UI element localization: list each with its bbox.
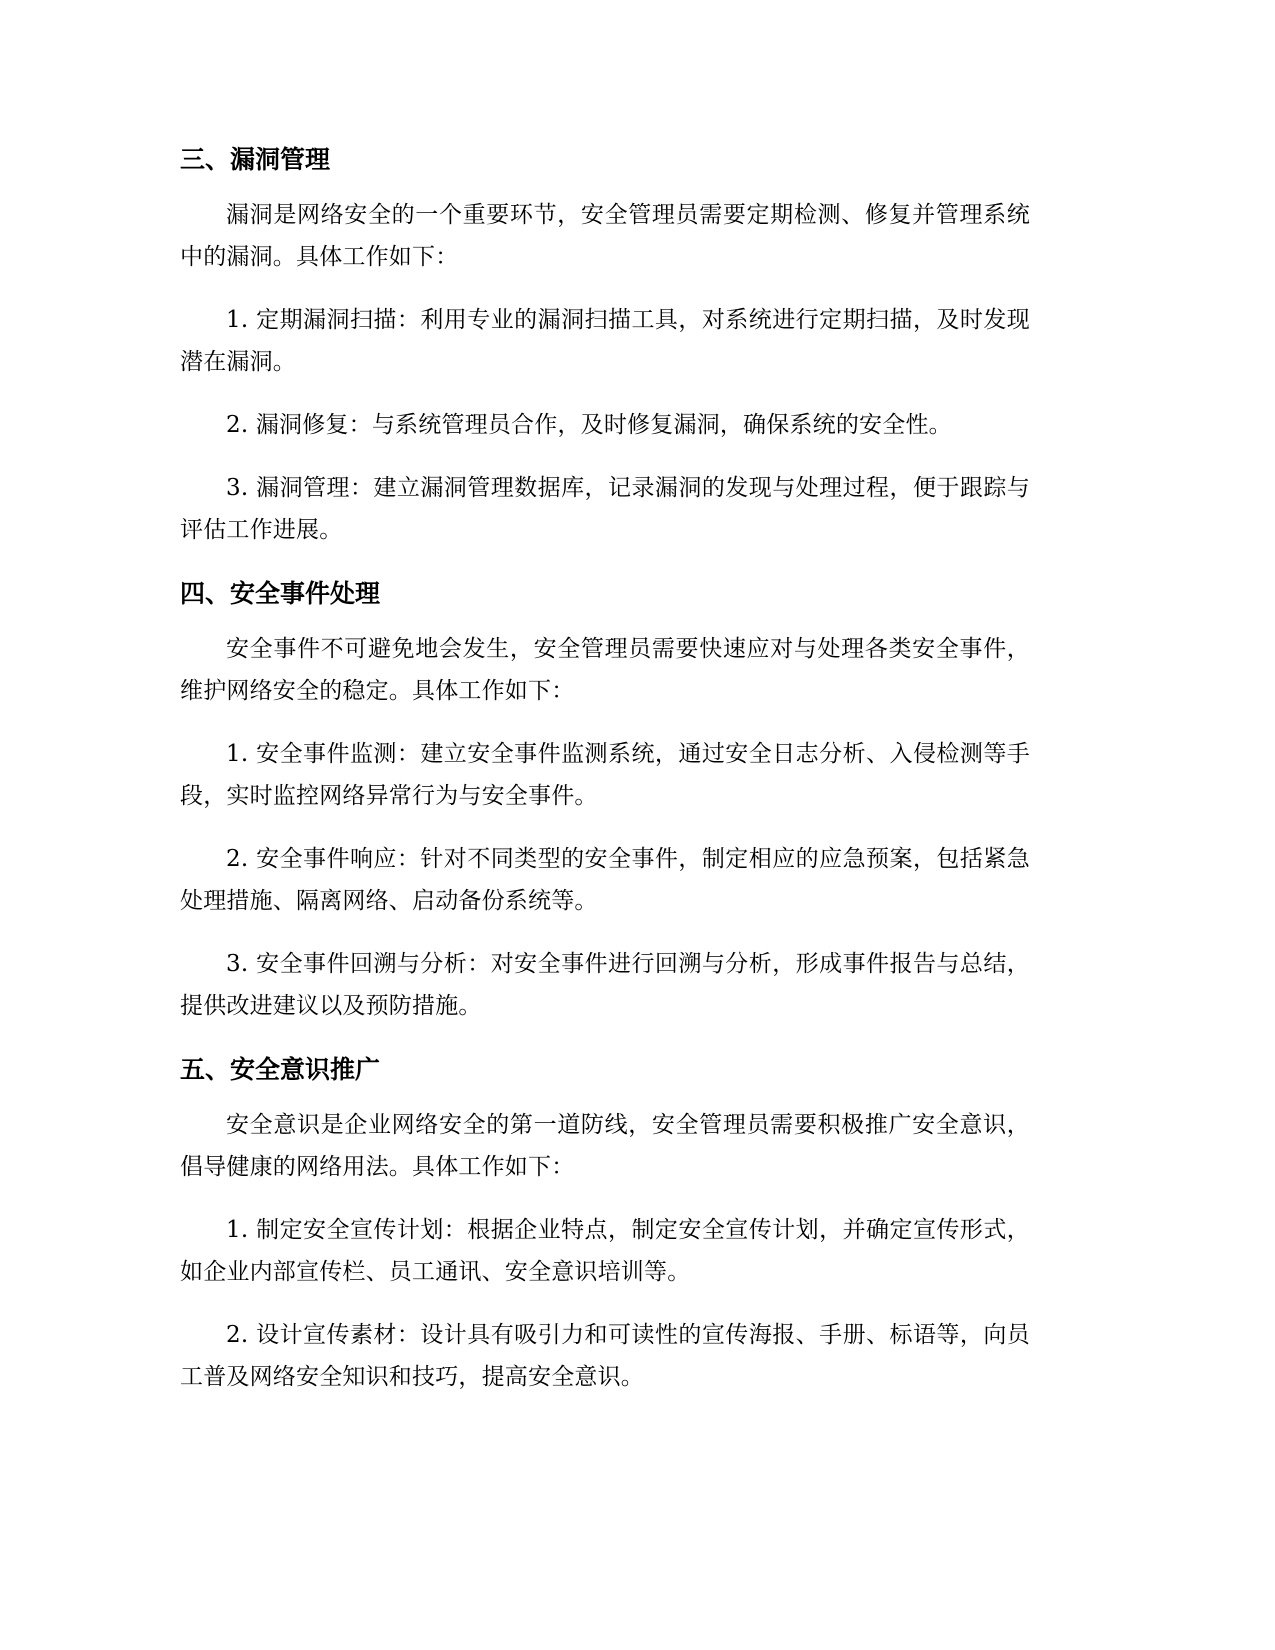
section-intro: 漏洞是网络安全的一个重要环节，安全管理员需要定期检测、修复并管理系统中的漏洞。具体工作如下： [180, 202, 1030, 270]
list-item: 2. 漏洞修复：与系统管理员合作，及时修复漏洞，确保系统的安全性。 [226, 412, 952, 438]
list-item: 3. 漏洞管理：建立漏洞管理数据库，记录漏洞的发现与处理过程，便于跟踪与评估工作进展。 [180, 475, 1030, 543]
list-item: 1. 定期漏洞扫描：利用专业的漏洞扫描工具，对系统进行定期扫描，及时发现潜在漏洞。 [180, 307, 1030, 375]
section-heading: 五、安全意识推广 [180, 1055, 381, 1084]
section-intro: 安全意识是企业网络安全的第一道防线，安全管理员需要积极推广安全意识，倡导健康的网络用法。具体工作如下： [180, 1112, 1030, 1180]
section-security-incident-handling [180, 572, 1030, 1027]
list-item: 1. 安全事件监测：建立安全事件监测系统，通过安全日志分析、入侵检测等手段，实时监控网络异常行为与安全事件。 [180, 741, 1030, 809]
section-vulnerability-management [180, 138, 1030, 551]
list-item: 2. 安全事件响应：针对不同类型的安全事件，制定相应的应急预案，包括紧急处理措施、隔离网络、启动备份系统等。 [180, 846, 1030, 914]
section-intro: 安全事件不可避免地会发生，安全管理员需要快速应对与处理各类安全事件，维护网络安全的稳定。具体工作如下： [180, 636, 1030, 704]
section-security-awareness [180, 1048, 1030, 1398]
list-item: 1. 制定安全宣传计划：根据企业特点，制定安全宣传计划，并确定宣传形式，如企业内部宣传栏、员工通讯、安全意识培训等。 [180, 1217, 1030, 1285]
list-item: 3. 安全事件回溯与分析：对安全事件进行回溯与分析，形成事件报告与总结，提供改进建议以及预防措施。 [180, 951, 1030, 1019]
document-body [180, 138, 1030, 1419]
list-item: 2. 设计宣传素材：设计具有吸引力和可读性的宣传海报、手册、标语等，向员工普及网络安全知识和技巧，提高安全意识。 [180, 1322, 1030, 1390]
section-heading: 三、漏洞管理 [180, 145, 331, 174]
section-heading: 四、安全事件处理 [180, 579, 381, 608]
